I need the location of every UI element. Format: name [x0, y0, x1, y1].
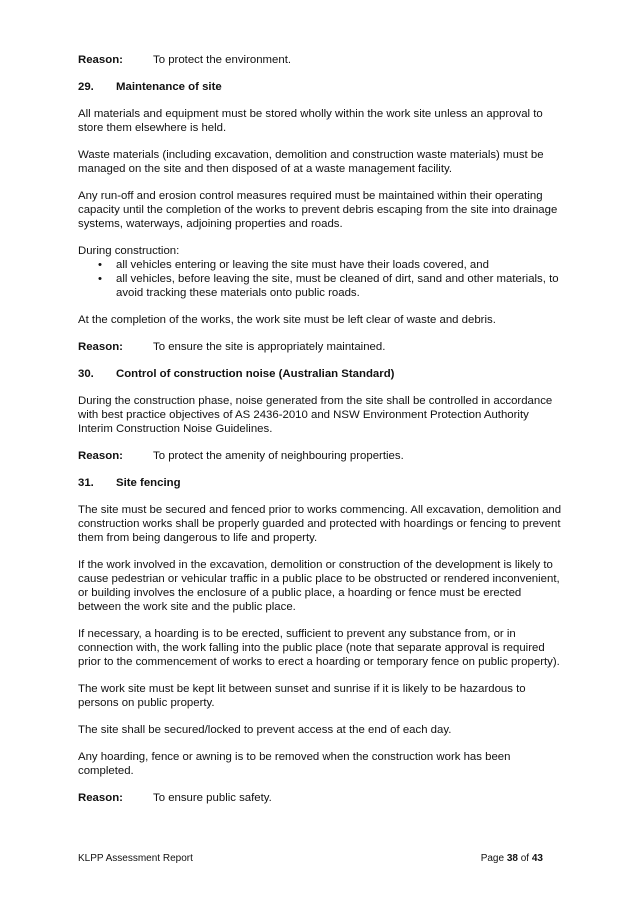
reason-text: To protect the environment. [153, 54, 292, 66]
reason-text: To ensure public safety. [153, 792, 272, 804]
reason-noise [78, 449, 564, 463]
footer-report-name: KLPP Assessment Report [78, 853, 193, 864]
paragraph: If necessary, a hoarding is to be erected, sufficient to prevent any substance from, or in connection with, the work falling into the public place (note that separate approval is required prior to the commencement of works to erect a hoarding or temporary fence on public property). [78, 628, 560, 668]
section-title: Site fencing [116, 477, 181, 489]
reason-label: Reason: [78, 792, 123, 804]
list-item [78, 272, 564, 300]
section-title: Control of construction noise (Australian Standard) [116, 368, 395, 380]
total-pages: 43 [531, 853, 543, 864]
paragraph: The work site must be kept lit between sunset and sunrise if it is likely to be hazardous to persons on public property. [78, 683, 526, 709]
reason-label: Reason: [78, 341, 123, 353]
bullet-list [78, 258, 564, 300]
page-footer [78, 852, 543, 866]
footer-page-number [481, 852, 543, 866]
reason-text: To protect the amenity of neighbouring properties. [153, 450, 404, 462]
section-number: 31. [78, 477, 94, 489]
section-title: Maintenance of site [116, 81, 222, 93]
current-page: 38 [506, 853, 518, 864]
reason-text: To ensure the site is appropriately maintained. [153, 341, 386, 353]
reason-label: Reason: [78, 54, 123, 66]
bullet-icon: • [98, 273, 102, 285]
page-word: Page [480, 853, 505, 864]
paragraph: The site must be secured and fenced prior to works commencing. All excavation, demolition and construction works shall be properly guarded and protected with hoardings or fencing to prevent them from being dangerous to life and property. [78, 504, 562, 544]
paragraph: Any hoarding, fence or awning is to be removed when the construction work has been completed. [78, 751, 511, 777]
paragraph: All materials and equipment must be stored wholly within the work site unless an approval to store them elsewhere is held. [78, 108, 543, 134]
section-number: 30. [78, 368, 94, 380]
list-item-text: all vehicles entering or leaving the site must have their loads covered, and [116, 259, 489, 271]
reason-maintenance [78, 340, 564, 354]
reason-safety [78, 791, 564, 805]
section-30-heading [78, 367, 564, 381]
section-31-heading [78, 476, 564, 490]
paragraph: During the construction phase, noise generated from the site shall be controlled in accordance with best practice objectives of AS 2436-2010 and NSW Environment Protection Authority Interim Construction Noise Guidelines. [78, 395, 553, 435]
reason-label: Reason: [78, 450, 123, 462]
reason-environment [78, 53, 564, 67]
section-29-heading [78, 80, 564, 94]
paragraph: The site shall be secured/locked to prevent access at the end of each day. [78, 724, 452, 736]
paragraph: If the work involved in the excavation, demolition or construction of the development is likely to cause pedestrian or vehicular traffic in a public place to be obstructed or rendered inconvenient, or building involves the enclosure of a public place, a hoarding or fence must be erected between the work site and the public place. [78, 559, 560, 613]
paragraph: Any run-off and erosion control measures required must be maintained within their operating capacity until the completion of the works to prevent debris escaping from the site into drainage systems, waterways, adjoining properties and roads. [78, 190, 558, 230]
section-number: 29. [78, 81, 94, 93]
paragraph: Waste materials (including excavation, demolition and construction waste materials) must be managed on the site and then disposed of at a waste management facility. [78, 149, 544, 175]
list-intro: During construction: [78, 245, 180, 257]
document-page [78, 53, 564, 818]
of-word: of [520, 853, 530, 864]
paragraph: At the completion of the works, the work site must be left clear of waste and debris. [78, 314, 496, 326]
list-item [78, 258, 564, 272]
bullet-icon: • [98, 259, 102, 271]
list-item-text: all vehicles, before leaving the site, must be cleaned of dirt, sand and other materials, to avoid tracking these materials onto public roads. [116, 273, 559, 299]
